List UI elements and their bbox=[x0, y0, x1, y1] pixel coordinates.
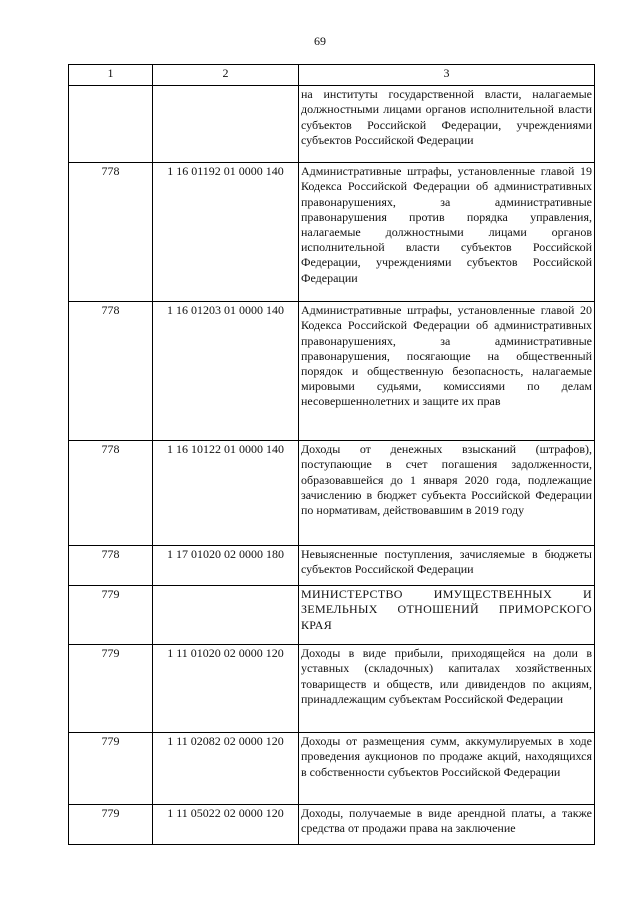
table-row bbox=[69, 733, 595, 805]
table-row bbox=[69, 163, 595, 302]
table-row bbox=[69, 302, 595, 441]
table-header-row bbox=[69, 65, 595, 86]
header-cell-1: 1 bbox=[69, 65, 153, 86]
description-cell: Доходы от денежных взысканий (штрафов), поступающие в счет погашения задолженности, образовавшейся до 1 января 2020 года, подлежащие зачислению в бюджет субъекта Российской Федерации по нормативам, действовавшим в 2019 году bbox=[299, 441, 595, 546]
description-cell: Административные штрафы, установленные главой 20 Кодекса Российской Федерации об административных правонарушениях, за административные правонарушения, посягающие на общественный порядок и общественную безопасность, налагаемые мировыми судьями, комиссиями по делам несовершеннолетних и защите их прав bbox=[299, 302, 595, 441]
header-cell-3: 3 bbox=[299, 65, 595, 86]
description-cell: Административные штрафы, установленные главой 19 Кодекса Российской Федерации об административных правонарушениях, за административные правонарушения против порядка управления, налагаемые должностными лицами органов исполнительной власти субъектов Российской Федерации, учреждениями субъектов Российской Федерации bbox=[299, 163, 595, 302]
budget-code-cell: 1 16 01203 01 0000 140 bbox=[153, 302, 299, 441]
admin-code-cell: 778 bbox=[69, 546, 153, 586]
budget-code-cell: 1 11 02082 02 0000 120 bbox=[153, 733, 299, 805]
description-cell: Доходы в виде прибыли, приходящейся на доли в уставных (складочных) капиталах хозяйственных товариществ и обществ, или дивидендов по акциям, принадлежащим субъектам Российской Федерации bbox=[299, 645, 595, 733]
admin-code-cell: 778 bbox=[69, 441, 153, 546]
table-row bbox=[69, 586, 595, 645]
admin-code-cell: 779 bbox=[69, 586, 153, 645]
ministry-name-cell: МИНИСТЕРСТВО ИМУЩЕСТВЕННЫХ И ЗЕМЕЛЬНЫХ ОТНОШЕНИЙ ПРИМОРСКОГО КРАЯ bbox=[299, 586, 595, 645]
description-cell: Доходы от размещения сумм, аккумулируемых в ходе проведения аукционов по продаже акций, находящихся в собственности субъектов Российской Федерации bbox=[299, 733, 595, 805]
budget-code-cell bbox=[153, 86, 299, 163]
table-row bbox=[69, 86, 595, 163]
admin-code-cell: 779 bbox=[69, 805, 153, 845]
budget-classification-table bbox=[68, 64, 595, 845]
admin-code-cell bbox=[69, 86, 153, 163]
description-cell: на институты государственной власти, налагаемые должностными лицами органов исполнительной власти субъектов Российской Федерации, учреждениями субъектов Российской Федерации bbox=[299, 86, 595, 163]
header-cell-2: 2 bbox=[153, 65, 299, 86]
description-cell: Невыясненные поступления, зачисляемые в бюджеты субъектов Российской Федерации bbox=[299, 546, 595, 586]
admin-code-cell: 778 bbox=[69, 163, 153, 302]
table-row bbox=[69, 645, 595, 733]
admin-code-cell: 779 bbox=[69, 645, 153, 733]
admin-code-cell: 779 bbox=[69, 733, 153, 805]
admin-code-cell: 778 bbox=[69, 302, 153, 441]
budget-code-cell: 1 17 01020 02 0000 180 bbox=[153, 546, 299, 586]
table-row bbox=[69, 546, 595, 586]
description-cell: Доходы, получаемые в виде арендной платы, а также средства от продажи права на заключение bbox=[299, 805, 595, 845]
table-row bbox=[69, 805, 595, 845]
budget-code-cell: 1 11 01020 02 0000 120 bbox=[153, 645, 299, 733]
page-number: 69 bbox=[314, 34, 326, 48]
table-row bbox=[69, 441, 595, 546]
budget-code-cell: 1 16 10122 01 0000 140 bbox=[153, 441, 299, 546]
budget-code-cell bbox=[153, 586, 299, 645]
budget-code-cell: 1 11 05022 02 0000 120 bbox=[153, 805, 299, 845]
budget-code-cell: 1 16 01192 01 0000 140 bbox=[153, 163, 299, 302]
